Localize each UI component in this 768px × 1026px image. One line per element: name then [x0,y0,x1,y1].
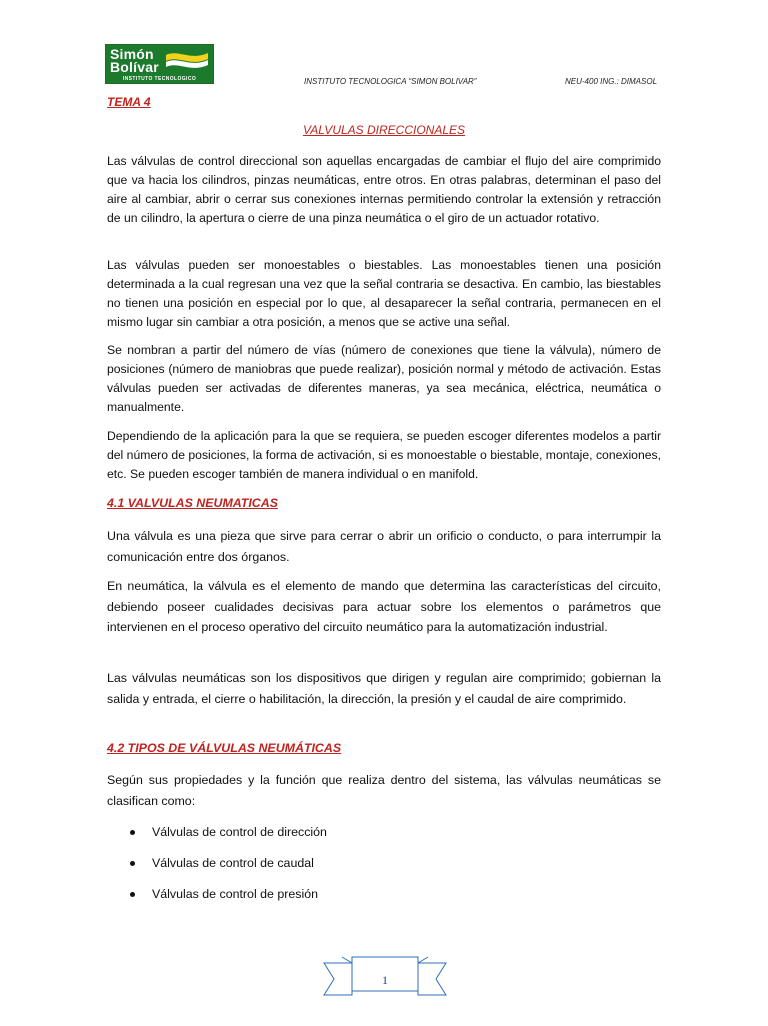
ribbon-icon [322,955,448,1021]
list-item [130,885,327,916]
page-number-ribbon [322,955,448,1021]
header-course: NEU-400 ING.: DIMASOL [565,77,658,86]
bullet-icon [130,861,135,866]
section1-paragraph-1: Una válvula es una pieza que sirve para cerrar o abrir un orificio o conducto, o para interrumpir la comunicación entre dos órganos. [107,529,661,564]
paragraph-1: Las válvulas de control direccional son aquellas encargadas de cambiar el flujo del aire comprimido que va hacia los cilindros, pinzas neumáticas, entre otros. En otras palabras, determinan el paso del aire al cambiar, abrir o cerrar sus conexiones internas permitiendo controlar la extensión y retracción de un cilindro, la apertura o cierre de una pinza neumática o el giro de un actuador rotativo. [107,154,661,225]
paragraph-4: Dependiendo de la aplicación para la que se requiera, se pueden escoger diferentes modelos a partir del número de posiciones, la forma de activación, si es monoestable o biestable, montaje, conexiones, etc. Se pueden escoger también de manera individual o en manifold. [107,429,661,481]
bullet-icon [130,830,135,835]
section1-paragraph-3: Las válvulas neumáticas son los dispositivos que dirigen y regulan aire comprimido; gobiernan la salida y entrada, el cierre o habilitación, la dirección, la presión y el caudal de aire comprimido. [107,671,661,706]
logo-word-simon: Simón [110,46,154,62]
paragraph-3: Se nombran a partir del número de vías (número de conexiones que tiene la válvula), número de posiciones (número de maniobras que puede realizar), posición normal y método de activación. Estas válvulas pueden ser activadas de diferentes maneras, ya sea mecánica, eléctrica, neumática o manualmente. [107,343,661,414]
list-item-text: Válvulas de control de caudal [152,856,314,870]
page-number: 1 [382,973,388,987]
list-item-text: Válvulas de control de dirección [152,825,327,839]
section-heading-4-2: 4.2 TIPOS DE VÁLVULAS NEUMÁTICAS [107,741,342,755]
page-title-text: VALVULAS DIRECCIONALES [302,123,466,137]
logo-word-bolivar: Bolívar [110,59,159,75]
topic-label: TEMA 4 [107,95,151,109]
section1-paragraph-2: En neumática, la válvula es el elemento de mando que determina las características del circuito, debiendo poseer cualidades decisivas para actuar sobre los elementos o parámetros que intervienen en el proceso operativo del circuito neumático para la automatización industrial. [107,579,661,634]
section2-paragraph: Según sus propiedades y la función que realiza dentro del sistema, las válvulas neumáticas se clasifican como: [107,773,661,808]
page-title [0,123,768,137]
logo-band-text: INSTITUTO TECNOLOGICO [106,75,213,83]
paragraph-2: Las válvulas pueden ser monoestables o biestables. Las monoestables tienen una posición determinada a la cual regresan una vez que la señal contraria se desactiva. En cambio, las biestables no tienen una posición en especial por lo que, al desaparecer la señal contraria, permanecen en el mismo lugar sin cambiar a otra posición, a menos que se active una señal. [107,258,661,329]
header-institution: INSTITUTO TECNOLOGICA “SIMON BOLIVAR” [304,77,477,86]
section-heading-4-1: 4.1 VALVULAS NEUMATICAS [107,496,278,510]
list-item [130,823,327,854]
flag-icon [164,49,210,73]
institution-logo [105,44,214,84]
list-item-text: Válvulas de control de presión [152,887,318,901]
valve-types-list [130,823,327,916]
list-item [130,854,327,885]
bullet-icon [130,892,135,897]
